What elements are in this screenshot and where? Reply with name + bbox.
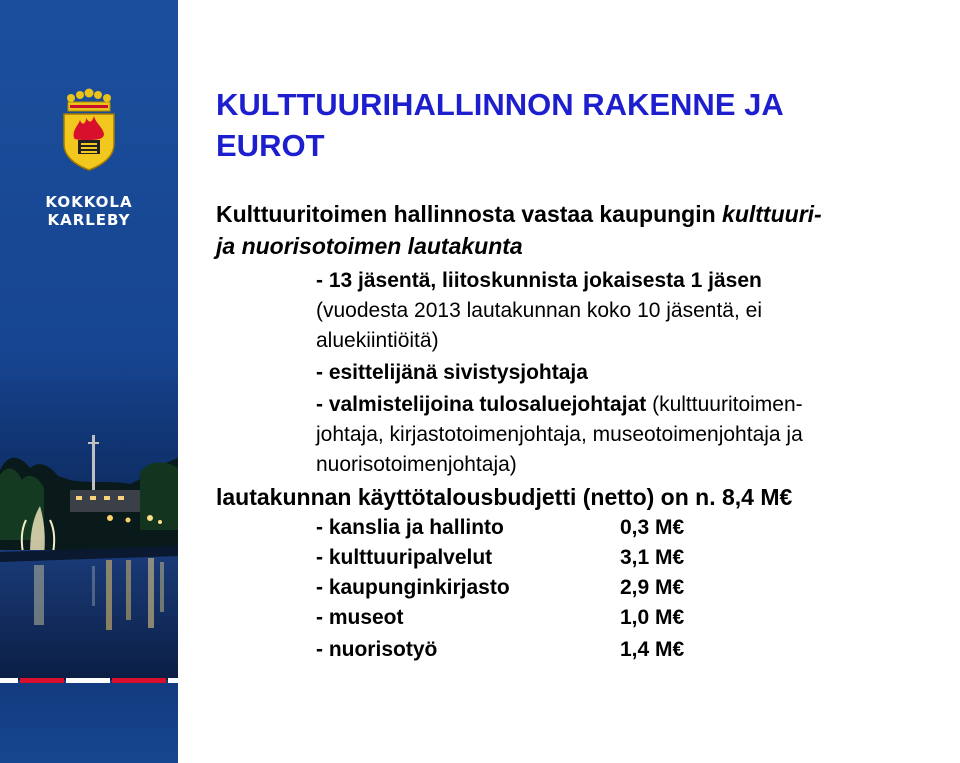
budget-item-value: 3,1 M€ <box>620 546 685 569</box>
budget-item-label: - kulttuuripalvelut <box>316 546 493 569</box>
note-line-1: (vuodesta 2013 lautakunnan koko 10 jäsentä, ei <box>316 299 762 322</box>
budget-item-label: - nuorisotyö <box>316 638 438 661</box>
budget-heading: lautakunnan käyttötalousbudjetti (netto) on n. 8,4 M€ <box>216 484 793 510</box>
budget-item-value: 1,0 M€ <box>620 606 685 629</box>
preparers-line-3: nuorisotoimenjohtaja) <box>316 453 517 476</box>
budget-item-label: - kaupunginkirjasto <box>316 576 510 599</box>
note-line-2: aluekiintiöitä) <box>316 329 439 352</box>
members-line: - 13 jäsentä, liitoskunnista jokaisesta 1 jäsen <box>316 269 762 292</box>
budget-item-value: 1,4 M€ <box>620 638 685 661</box>
intro-line-2: ja nuorisotoimen lautakunta <box>216 233 523 259</box>
presenter-line: - esittelijänä sivistysjohtaja <box>316 361 588 384</box>
brand-name-finnish: KOKKOLA <box>45 193 133 211</box>
slide-title: KULTTUURIHALLINNON RAKENNE JA EUROT <box>216 87 784 163</box>
intro-line-1: Kulttuuritoimen hallinnosta vastaa kaupungin kulttuuri- <box>216 201 822 227</box>
budget-item-value: 0,3 M€ <box>620 516 685 539</box>
budget-item-label: - museot <box>316 606 404 629</box>
budget-item-value: 2,9 M€ <box>620 576 685 599</box>
brand-name-swedish: KARLEBY <box>47 211 131 229</box>
preparers-line-1: - valmistelijoina tulosaluejohtajat (kulttuuritoimen- <box>316 393 803 416</box>
preparers-line-2: johtaja, kirjastotoimenjohtaja, museotoimenjohtaja ja <box>316 423 803 446</box>
budget-item-label: - kanslia ja hallinto <box>316 516 504 539</box>
